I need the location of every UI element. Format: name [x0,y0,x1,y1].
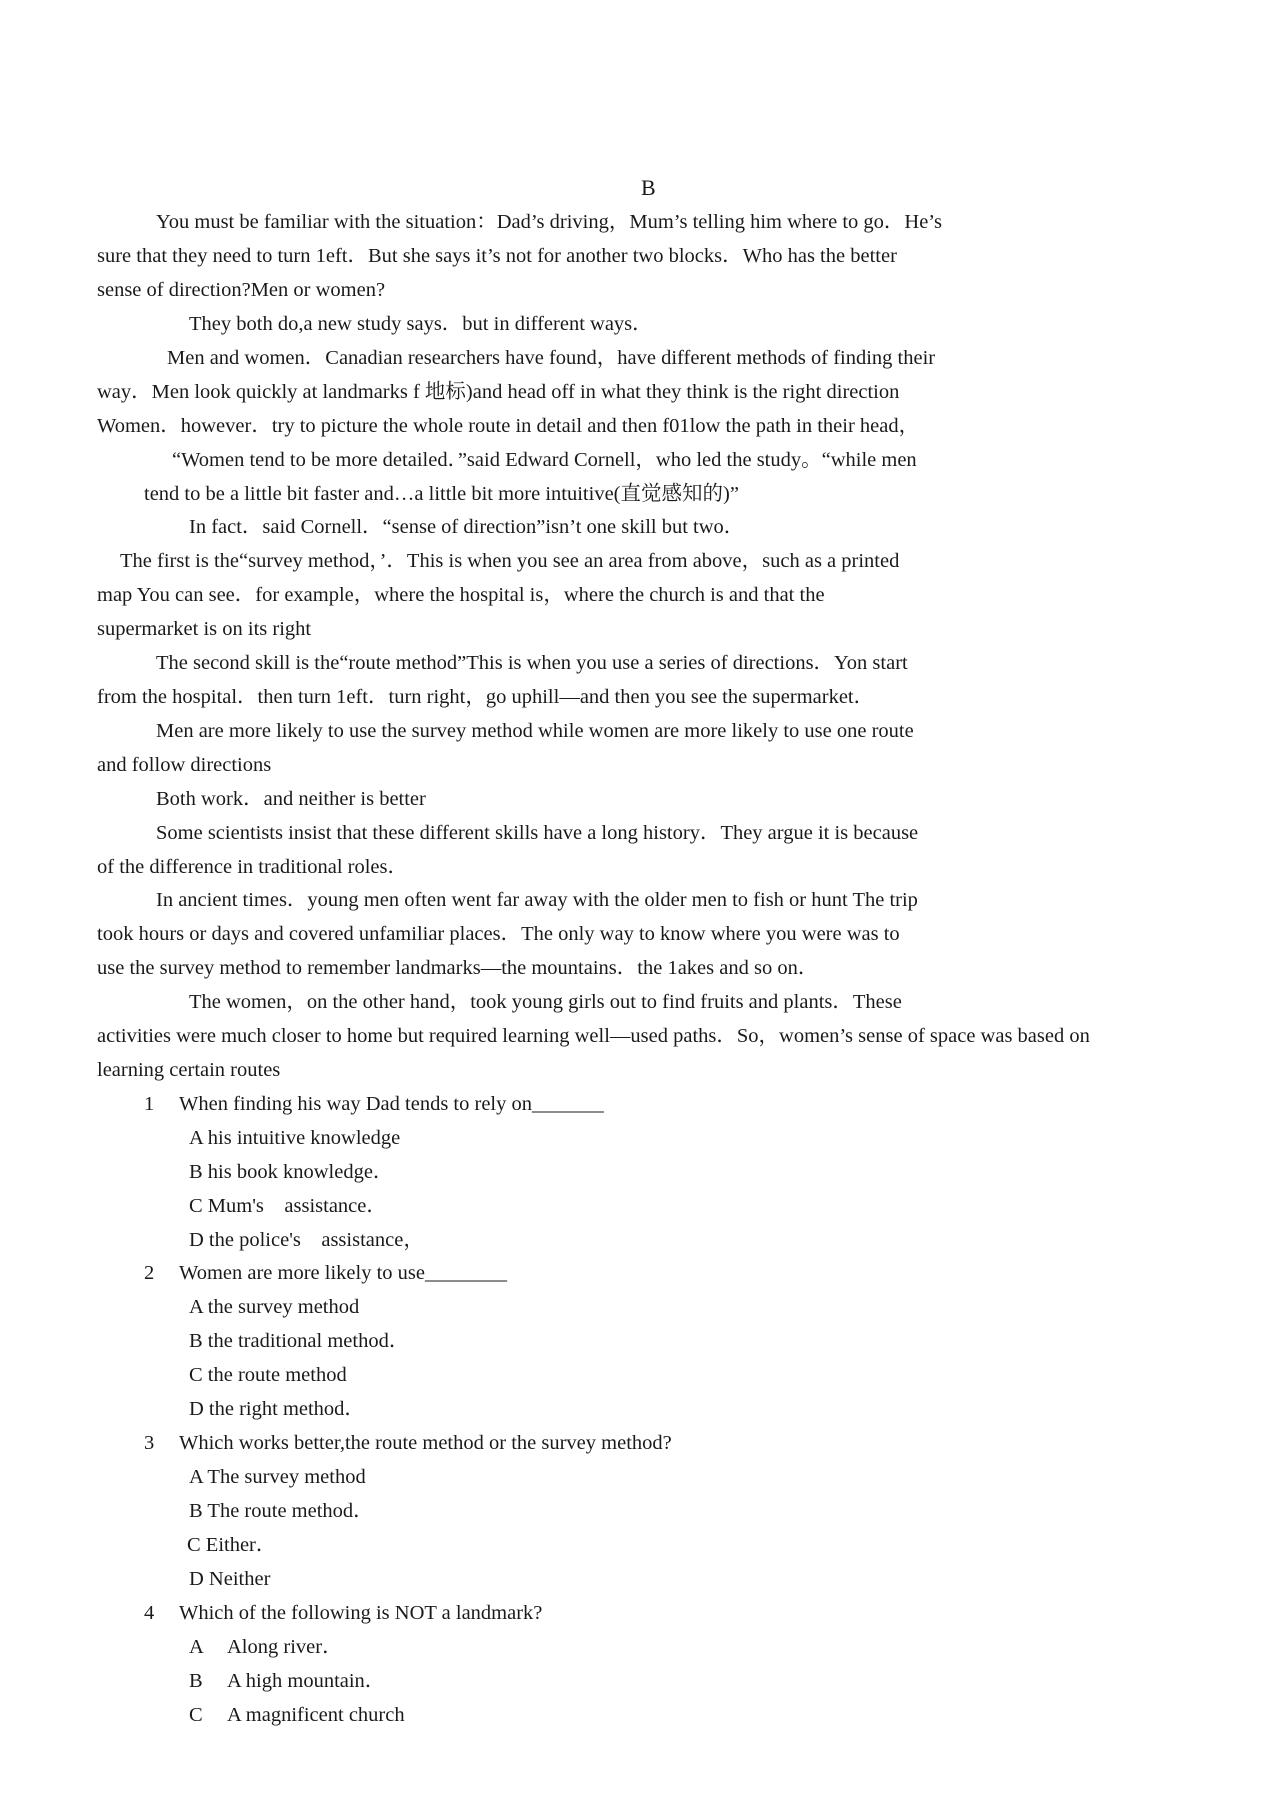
option-letter: C [189,1704,203,1726]
passage-line: Men and women．Canadian researchers have found，have different methods of finding their [167,347,936,369]
question-stem: When finding his way Dad tends to rely on_______ [179,1093,604,1115]
passage-line: activities were much closer to home but required learning well—used paths．So，women’s sense of space was based on [97,1025,1090,1047]
answer-option[interactable]: D the police's assistance， [189,1229,424,1251]
answer-option[interactable]: A his intuitive knowledge [189,1127,401,1149]
question-number: 4 [144,1602,155,1624]
option-text: A high mountain． [227,1670,386,1692]
answer-option[interactable]: B his book knowledge． [189,1161,394,1183]
option-text: Along river． [227,1636,343,1658]
passage-line: from the hospital．then turn 1eft．turn right，go uphill—and then you see the supermarket． [97,686,875,708]
passage-line: In fact．said Cornell．“sense of direction”isn’t one skill but two． [189,516,745,538]
answer-option[interactable]: A the survey method [189,1296,360,1318]
passage-line: The women，on the other hand，took young girls out to find fruits and plants．These [189,991,902,1013]
answer-option[interactable]: C Mum's assistance． [189,1195,387,1217]
passage-line: map You can see．for example，where the hospital is，where the church is and that the [97,584,825,606]
option-letter: B [189,1670,203,1692]
passage-line: tend to be a little bit faster and…a little bit more intuitive(直觉感知的)” [144,483,739,505]
option-letter: A [189,1636,204,1658]
answer-option[interactable] [189,1668,385,1694]
answer-option[interactable]: B the traditional method． [189,1330,410,1352]
option-text: A magnificent church [227,1704,405,1726]
passage-line: They both do,a new study says．but in different ways． [189,313,653,335]
passage-line: Women．however．try to picture the whole route in detail and then f01low the path in their head， [97,415,920,437]
question-number: 3 [144,1432,155,1454]
passage-line: Both work．and neither is better [156,788,426,810]
passage-line: use the survey method to remember landmarks—the mountains．the 1akes and so on． [97,957,819,979]
question-number: 2 [144,1262,155,1284]
passage-line: way．Men look quickly at landmarks f 地标)and head off in what they think is the right direction [97,381,900,403]
passage-line: supermarket is on its right [97,618,312,640]
answer-option[interactable]: D Neither [189,1568,271,1590]
passage-line: “Women tend to be more detailed．”said Edward Cornell，who led the study。“while men [172,449,917,471]
section-title: B [641,175,656,200]
answer-option[interactable]: C Either． [187,1534,277,1556]
passage-line: The second skill is the“route method”This is when you use a series of directions．Yon start [156,652,908,674]
question-stem: Which works better,the route method or the survey method? [179,1432,672,1454]
passage-line: Men are more likely to use the survey method while women are more likely to use one route [156,720,914,742]
passage-line: sense of direction?Men or women? [97,279,386,301]
passage-line: You must be familiar with the situation：Dad’s driving，Mum’s telling him where to go．He’s [156,211,942,233]
passage-line: and follow directions [97,754,272,776]
answer-option[interactable] [189,1702,405,1728]
passage-line: learning certain routes [97,1059,281,1081]
answer-option[interactable]: D the right method． [189,1398,365,1420]
passage-line: sure that they need to turn 1eft．But she says it’s not for another two blocks．Who has the better [97,245,897,267]
answer-option[interactable]: C the route method [189,1364,347,1386]
passage-line: of the difference in traditional roles． [97,856,408,878]
answer-option[interactable] [189,1634,343,1660]
answer-option[interactable]: A The survey method [189,1466,366,1488]
question-number: 1 [144,1093,155,1115]
answer-option[interactable]: B The route method． [189,1500,374,1522]
passage-line: Some scientists insist that these different skills have a long history．They argue it is because [156,822,919,844]
passage-line: In ancient times．young men often went far away with the older men to fish or hunt The trip [156,889,918,911]
question-stem: Women are more likely to use________ [179,1262,507,1284]
passage-line: The first is the“survey method，’．This is when you see an area from above，such as a printed [120,550,900,572]
passage-line: took hours or days and covered unfamiliar places．The only way to know where you were was to [97,923,900,945]
question-stem: Which of the following is NOT a landmark? [179,1602,543,1624]
